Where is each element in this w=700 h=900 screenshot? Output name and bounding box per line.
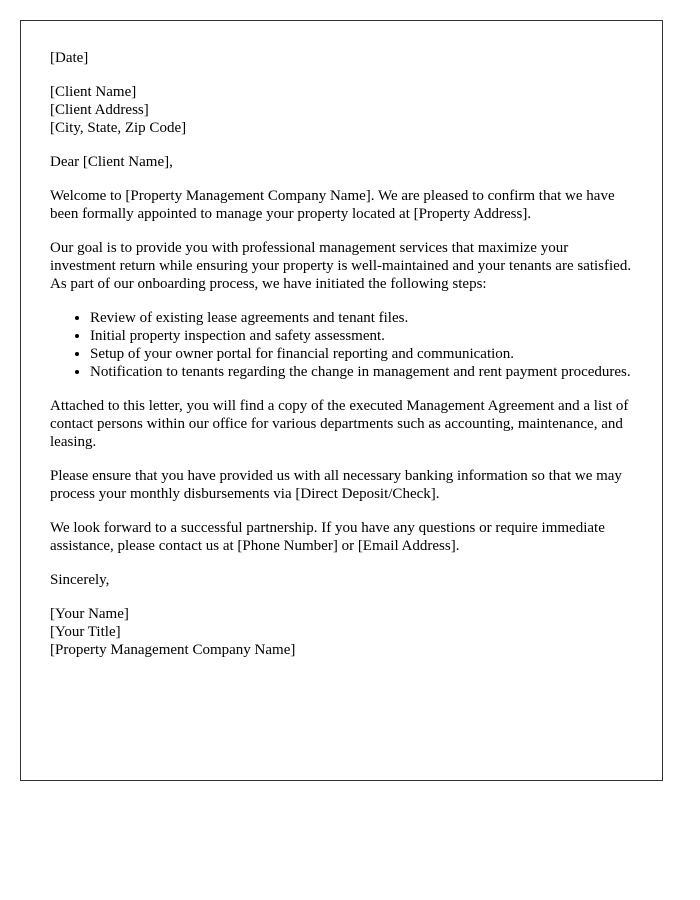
list-item: • Notification to tenants regarding the change in management and rent payment procedures. bbox=[90, 363, 633, 381]
list-item: • Review of existing lease agreements and tenant files. bbox=[90, 309, 633, 327]
list-item: • Initial property inspection and safety assessment. bbox=[90, 327, 633, 345]
salutation: Dear [Client Name], bbox=[50, 154, 173, 170]
signature-block bbox=[50, 605, 633, 659]
signoff: Sincerely, bbox=[50, 572, 110, 588]
letter bbox=[20, 20, 663, 781]
date: [Date] bbox=[50, 50, 89, 66]
recipient-city-state-zip: [City, State, Zip Code] bbox=[50, 120, 187, 136]
paragraph-attachments: Attached to this letter, you will find a copy of the executed Management Agreement and a list of contact persons within our office for various departments such as accounting, maintenance, and leasing. bbox=[50, 398, 629, 450]
paragraph-banking: Please ensure that you have provided us with all necessary banking information so that we may process your monthly disbursements via [Direct Deposit/Check]. bbox=[50, 468, 622, 502]
recipient-block bbox=[50, 83, 633, 137]
signature-company: [Property Management Company Name] bbox=[50, 642, 296, 658]
recipient-name: [Client Name] bbox=[50, 84, 137, 100]
paragraph-welcome: Welcome to [Property Management Company Name]. We are pleased to confirm that we have been formally appointed to manage your property located at [Property Address]. bbox=[50, 188, 615, 222]
signature-name: [Your Name] bbox=[50, 606, 129, 622]
recipient-address: [Client Address] bbox=[50, 102, 149, 118]
list-item: • Setup of your owner portal for financial reporting and communication. bbox=[90, 345, 633, 363]
onboarding-steps-list bbox=[50, 309, 633, 381]
paragraph-contact: We look forward to a successful partnership. If you have any questions or require immediate assistance, please contact us at [Phone Number] or [Email Address]. bbox=[50, 520, 605, 554]
signature-title: [Your Title] bbox=[50, 624, 121, 640]
paragraph-goal: Our goal is to provide you with professional management services that maximize your investment return while ensuring your property is well-maintained and your tenants are satisfied. As part of our onboarding process, we have initiated the following steps: bbox=[50, 240, 632, 292]
